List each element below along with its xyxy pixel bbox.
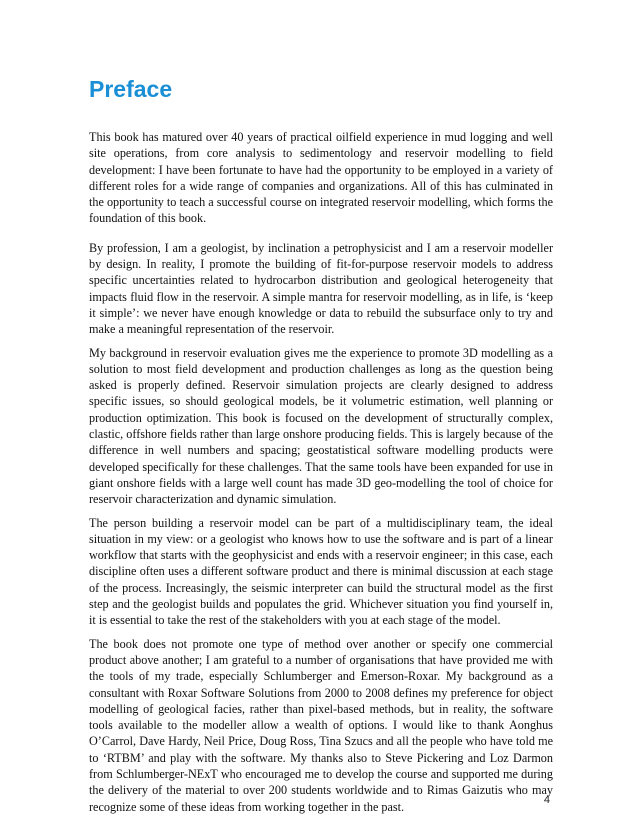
paragraph-1: This book has matured over 40 years of practical oilfield experience in mud logging and well site operations, from core analysis to sedimentology and reservoir modelling to field development: I have been fortunate to have had the opportunity to be employed in a variety of different roles for a wide range of companies and organizations. All of this has culminated in the opportunity to teach a successful course on integrated reservoir modelling, which forms the foundation of this book. xyxy=(89,130,553,226)
paragraph-2: By profession, I am a geologist, by inclination a petrophysicist and I am a reservoir modeller by design. In reality, I promote the building of fit-for-purpose reservoir models to address specific uncertainties related to hydrocarbon distribution and geological heterogeneity that impacts fluid flow in the reservoir. A simple mantra for reservoir modelling, as in life, is ‘keep it simple’: we never have enough knowledge or data to rebuild the subsurface only to try and make a meaningful representation of the reservoir. xyxy=(89,240,553,337)
paragraph-4: The person building a reservoir model can be part of a multidisciplinary team, the ideal situation in my view: or a geologist who knows how to use the software and is part of a linear workflow that starts with the geophysicist and ends with a reservoir engineer; in this case, each discipline often uses a different software product and there is minimal discussion at each stage of the process. Increasingly, the seismic interpreter can build the structural model as the first step and the geologist builds and populates the grid. Whichever situation you find yourself in, it is essential to take the rest of the stakeholders with you at each stage of the model. xyxy=(89,515,553,628)
body-text xyxy=(89,129,553,822)
paragraph-3: My background in reservoir evaluation gives me the experience to promote 3D modelling as a solution to most field development and production challenges as long as the question being asked is properly defined. Reservoir simulation projects are clearly designed to address specific issues, so should geological models, be it volumetric estimation, well planning or production optimization. This book is focused on the development of structurally complex, clastic, offshore fields rather than large onshore producing fields. This is largely because of the difference in well numbers and spacing; geostatistical software modelling products were developed specifically for these challenges. That the same tools have been expanded for use in giant onshore fields with a large well count has made 3D geo-modelling the tool of choice for reservoir characterization and dynamic simulation. xyxy=(89,345,553,507)
page-title: Preface xyxy=(89,76,173,102)
page-number: 4 xyxy=(543,794,550,806)
paragraph-5: The book does not promote one type of method over another or specify one commercial product above another; I am grateful to a number of organisations that have provided me with the tools of my trade, especially Schlumberger and Emerson-Roxar. My background as a consultant with Roxar Software Solutions from 2000 to 2008 defines my preference for object modelling of geological facies, rather than pixel-based methods, but in reality, the software tools available to the modeller allow a wealth of options. I would like to thank Aonghus O’Carrol, Dave Hardy, Neil Price, Doug Ross, Tina Szucs and all the people who have told me to ‘RTBM’ and play with the software. My thanks also to Steve Pickering and Loz Darmon from Schlumberger-NExT who encouraged me to develop the course and supported me during the delivery of the material to over 200 students worldwide and to Rimas Gaizutis who may recognize some of these ideas from working together in the past. xyxy=(89,636,553,814)
